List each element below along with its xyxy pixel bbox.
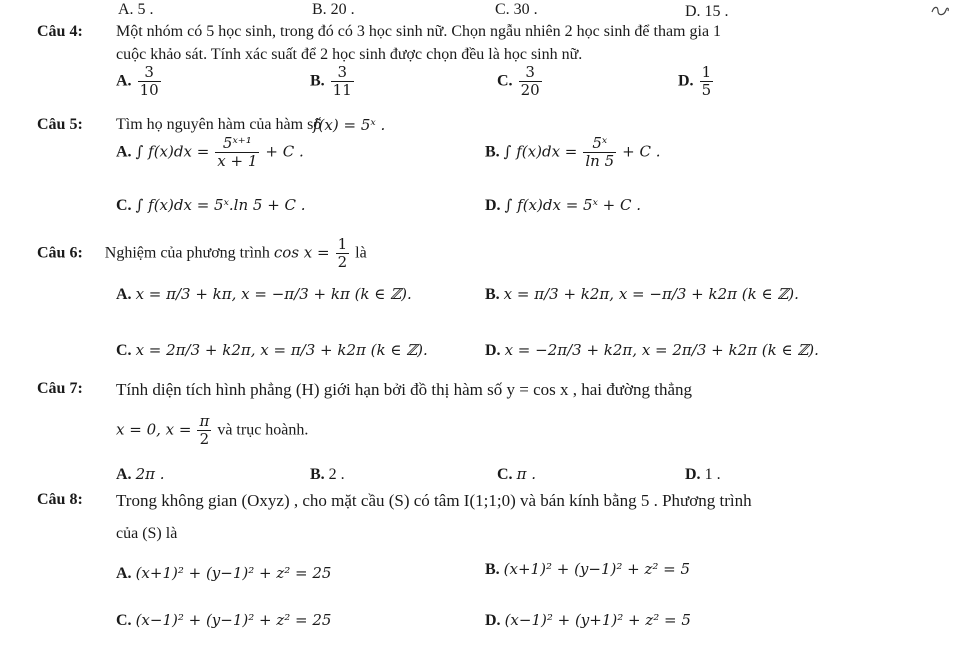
q5-option-c: C. ∫ f(x)dx = 5ˣ.ln 5 + C .	[116, 196, 306, 214]
q4-option-b-fraction: $\frac{3}{11}$	[332, 63, 352, 100]
q4-option-c-fraction: $\frac{3}{20}$	[520, 63, 540, 100]
q5-option-a-fraction: $\frac{\text{5ˣ⁺¹}}{x + 1}$	[217, 134, 258, 171]
question-6-label: Câu 6:	[37, 244, 83, 262]
prev-option-d: D. 15 .	[685, 3, 729, 20]
q4-option-a-fraction: $\frac{3}{10}$	[139, 63, 159, 100]
q6-option-b: B. x = π/3 + k2π, x = −π/3 + k2π (k ∈ ℤ).	[485, 285, 799, 303]
question-6-stem: Câu 6: Nghiệm của phương trình cos x = $\frac{1}{2}$ là	[37, 235, 367, 272]
q8-option-b: B. (x+1)² + (y−1)² + z² = 5	[485, 560, 691, 578]
q4-option-b: B. $\frac{3}{11}$	[310, 63, 352, 100]
question-4-label: Câu 4:	[37, 23, 83, 40]
q8-option-d: D. (x−1)² + (y+1)² + z² = 5	[485, 611, 691, 629]
question-5-label: Câu 5:	[37, 116, 83, 133]
prev-option-a: A. 5 .	[118, 1, 154, 18]
q5-option-b-fraction: $\frac{\text{5ˣ}}{\ln 5}$	[585, 134, 615, 171]
q5-option-b: B. ∫ f(x)dx = $\frac{\text{5ˣ}}{\ln 5}$ + C .	[485, 134, 661, 171]
question-7-line2: x = 0, x = $\frac{\pi}{2}$ và trục hoành.	[116, 412, 309, 449]
question-5-text: Tìm họ nguyên hàm của hàm số	[116, 116, 322, 133]
q4-option-a: A. $\frac{3}{10}$	[116, 63, 159, 100]
q8-option-c: C. (x−1)² + (y−1)² + z² = 25	[116, 611, 332, 629]
q6-option-c: C. x = 2π/3 + k2π, x = π/3 + k2π (k ∈ ℤ).	[116, 341, 428, 359]
question-5-function: f(x) = 5ˣ .	[313, 116, 386, 134]
question-7-line1: Tính diện tích hình phẳng (H) giới hạn bởi đồ thị hàm số y = cos x , hai đường thẳng	[116, 380, 692, 399]
question-7-label: Câu 7:	[37, 380, 83, 397]
prev-option-b: B. 20 .	[312, 1, 355, 18]
question-6-text: Nghiệm của phương trình	[104, 244, 270, 262]
q6-option-d: D. x = −2π/3 + k2π, x = 2π/3 + k2π (k ∈ ℤ).	[485, 341, 819, 359]
q7-option-d: D. 1 .	[685, 466, 721, 483]
question-6-fraction: $\frac{1}{2}$	[337, 235, 348, 272]
question-4-line2: cuộc khảo sát. Tính xác suất để 2 học sinh được chọn đều là học sinh nữ.	[116, 46, 583, 63]
q5-option-d: D. ∫ f(x)dx = 5ˣ + C .	[485, 196, 642, 214]
question-4-line1: Một nhóm có 5 học sinh, trong đó có 3 học sinh nữ. Chọn ngẫu nhiên 2 học sinh để tham gia 1	[116, 23, 722, 40]
question-7-fraction: $\frac{\pi}{2}$	[199, 412, 210, 449]
question-8-line1: Trong không gian (Oxyz) , cho mặt cầu (S) có tâm I(1;1;0) và bán kính bằng 5 . Phương trình	[116, 491, 752, 510]
q5-option-a: A. ∫ f(x)dx = $\frac{\text{5ˣ⁺¹}}{x + 1}$ + C .	[116, 134, 304, 171]
q7-option-a: A. 2π .	[116, 465, 165, 483]
q6-option-a: A. x = π/3 + kπ, x = −π/3 + kπ (k ∈ ℤ).	[116, 285, 412, 303]
pen-scribble-icon	[930, 4, 950, 18]
q4-option-c: C. $\frac{3}{20}$	[497, 63, 540, 100]
question-8-line2: của (S) là	[116, 525, 178, 542]
q4-option-d: D. $\frac{1}{5}$	[678, 63, 712, 100]
q7-option-b: B. 2 .	[310, 466, 345, 483]
prev-option-c: C. 30 .	[495, 1, 538, 18]
q8-option-a: A. (x+1)² + (y−1)² + z² = 25	[116, 564, 332, 582]
q4-option-d-fraction: $\frac{1}{5}$	[701, 63, 712, 100]
question-8-label: Câu 8:	[37, 491, 83, 508]
q7-option-c: C. π .	[497, 465, 536, 483]
